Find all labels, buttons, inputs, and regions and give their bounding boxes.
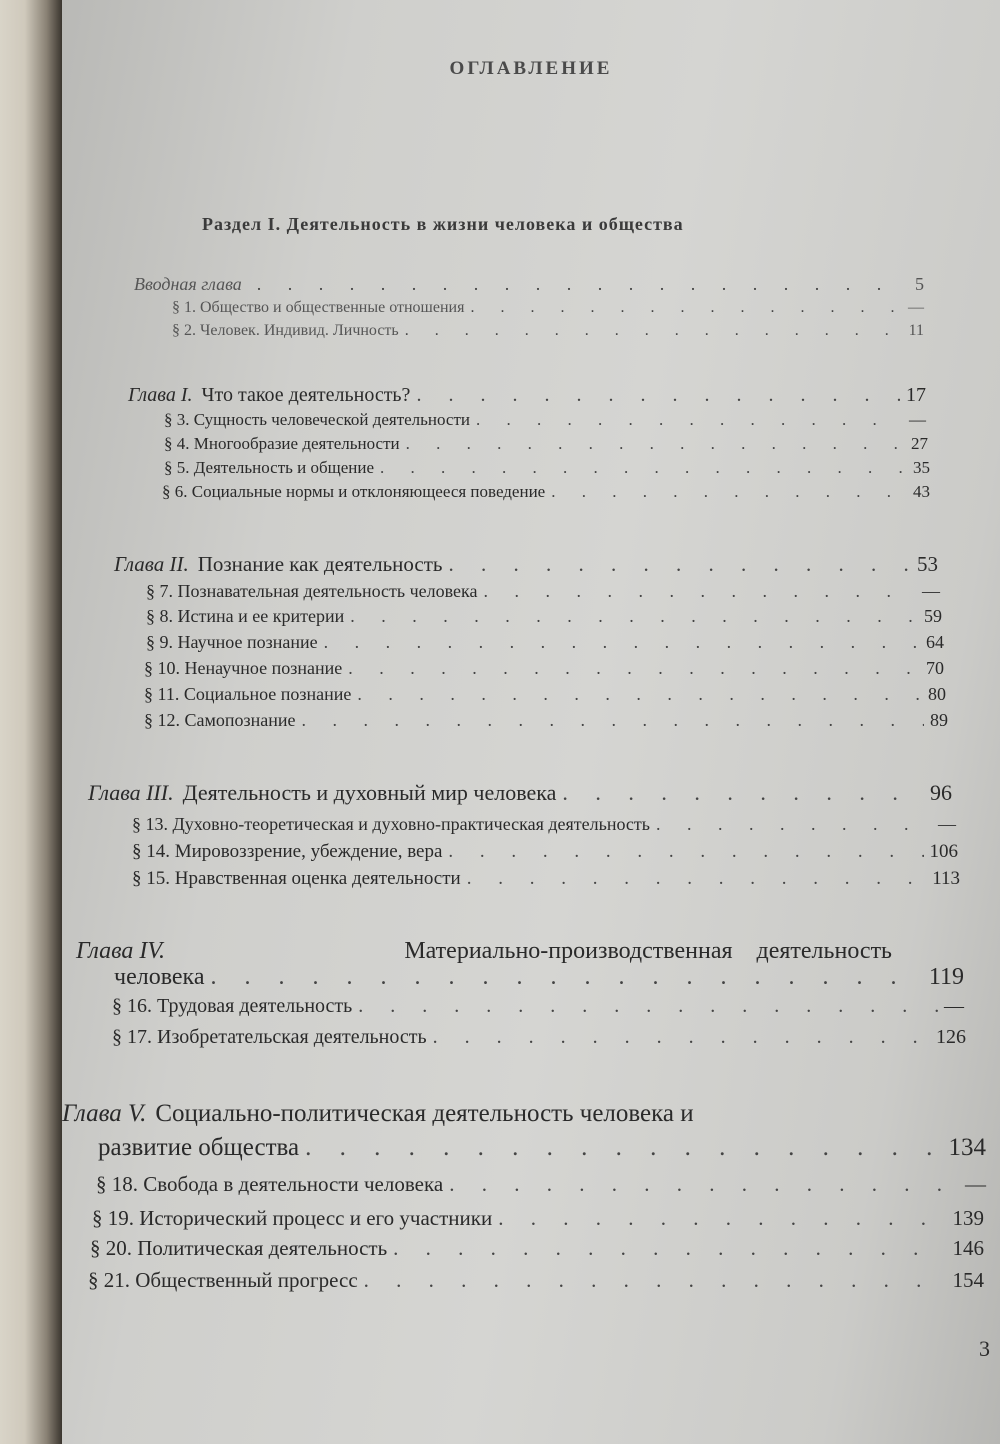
leader-dots xyxy=(656,814,932,835)
page-ref: — xyxy=(909,410,926,429)
toc-item xyxy=(132,814,956,835)
page-ref: 134 xyxy=(948,1134,986,1161)
leader-dots xyxy=(302,710,924,731)
page-ref: — xyxy=(922,581,940,601)
page-ref: 113 xyxy=(932,868,960,889)
item-text: § 11. Социальное познание xyxy=(144,684,352,704)
page-ref: — xyxy=(908,299,924,316)
toc-item xyxy=(112,995,964,1018)
toc-item xyxy=(88,1268,984,1293)
page-ref: 126 xyxy=(936,1026,966,1048)
page-ref: 27 xyxy=(911,434,928,453)
toc-item xyxy=(164,434,928,454)
item-text: § 13. Духовно-теоретическая и духовно-практическая деятельность xyxy=(132,814,650,834)
chapter-label: Глава IV. xyxy=(76,938,165,964)
leader-dots xyxy=(324,632,920,653)
page-ref: 119 xyxy=(928,964,964,990)
item-text: § 3. Сущность человеческой деятельности xyxy=(164,410,471,429)
leader-dots xyxy=(350,606,918,627)
leader-dots xyxy=(380,458,907,478)
leader-dots xyxy=(393,1236,946,1261)
chapter-title: Познание как деятельность xyxy=(197,552,443,576)
page-ref: — xyxy=(938,814,956,834)
leader-dots xyxy=(348,658,920,679)
toc-item xyxy=(132,841,958,863)
leader-dots xyxy=(358,995,938,1018)
page-ref: — xyxy=(965,1172,986,1196)
item-text: § 6. Социальные нормы и отклоняющееся поведение xyxy=(162,482,546,501)
item-text: § 17. Изобретательская деятельность xyxy=(112,1026,427,1048)
chapter-label: Глава V. xyxy=(62,1100,147,1127)
leader-dots xyxy=(448,552,911,577)
toc-chapter-4-line1 xyxy=(76,938,892,965)
toc-item xyxy=(146,632,944,653)
page-number: 3 xyxy=(979,1336,990,1361)
toc-chapter-2 xyxy=(114,552,938,577)
leader-dots xyxy=(498,1206,946,1231)
toc-item xyxy=(90,1236,984,1261)
toc-item xyxy=(144,710,948,731)
leader-dots xyxy=(467,868,926,890)
toc-chapter-3 xyxy=(88,780,952,806)
toc-item xyxy=(146,581,940,602)
chapter-title-cont: человека xyxy=(114,964,205,990)
page-ref: 139 xyxy=(952,1206,984,1230)
toc-chapter-intro xyxy=(134,274,924,295)
leader-dots xyxy=(551,482,907,502)
item-text: § 15. Нравственная оценка деятельности xyxy=(132,868,461,889)
toc-item xyxy=(112,1026,966,1049)
book-binding xyxy=(0,0,62,1444)
toc-item xyxy=(164,458,930,478)
chapter-label: Глава III. xyxy=(88,780,174,805)
leader-dots xyxy=(562,780,924,806)
item-text: § 7. Познавательная деятельность человека xyxy=(146,581,478,601)
item-text: § 9. Научное познание xyxy=(146,632,318,652)
page-ref: 80 xyxy=(928,684,946,704)
item-text: § 10. Ненаучное познание xyxy=(144,658,343,678)
item-text: § 21. Общественный прогресс xyxy=(88,1268,358,1292)
page-ref: 106 xyxy=(929,841,958,862)
page-title: ОГЛАВЛЕНИЕ xyxy=(449,58,613,79)
leader-dots xyxy=(448,841,923,863)
page-ref: 53 xyxy=(917,552,938,576)
chapter-label: Глава II. xyxy=(114,552,189,576)
toc-chapter-5-line2 xyxy=(98,1134,986,1162)
item-text: § 18. Свобода в деятельности человека xyxy=(96,1172,444,1196)
item-text: § 1. Общество и общественные отношения xyxy=(172,299,465,316)
toc-item xyxy=(146,606,942,627)
page-ref: 59 xyxy=(924,606,942,626)
toc-item xyxy=(92,1206,984,1231)
section-title: Раздел I. Деятельность в жизни человека и общества xyxy=(202,214,684,234)
chapter-title-cont: развитие общества xyxy=(98,1134,300,1161)
leader-dots xyxy=(257,274,909,295)
item-text: § 16. Трудовая деятельность xyxy=(112,995,353,1017)
chapter-title: Вводная глава xyxy=(134,274,242,294)
leader-dots xyxy=(449,1172,959,1197)
toc-item xyxy=(172,299,924,317)
toc-item xyxy=(132,868,960,890)
page-ref: 146 xyxy=(952,1236,984,1260)
page-ref: 17 xyxy=(906,384,926,406)
toc-item xyxy=(162,482,930,502)
leader-dots xyxy=(405,322,903,340)
page-ref: 89 xyxy=(930,710,948,730)
page-ref: 5 xyxy=(915,274,924,294)
item-text: § 5. Деятельность и общение xyxy=(164,458,375,477)
chapter-label: Глава I. xyxy=(128,384,193,406)
chapter-title: Социально-политическая деятельность человека и xyxy=(155,1100,694,1127)
item-text: § 8. Истина и ее критерии xyxy=(146,606,345,626)
item-text: § 2. Человек. Индивид. Личность xyxy=(172,322,399,339)
leader-dots xyxy=(305,1134,942,1162)
chapter-title: Что такое деятельность? xyxy=(201,384,411,406)
toc-chapter-1 xyxy=(128,384,926,407)
leader-dots xyxy=(416,384,900,407)
leader-dots xyxy=(211,964,923,991)
leader-dots xyxy=(476,410,903,430)
page-ref: 70 xyxy=(926,658,944,678)
item-text: § 19. Исторический процесс и его участники xyxy=(92,1206,493,1230)
page-ref: 35 xyxy=(913,458,930,477)
page-ref: 154 xyxy=(952,1268,984,1292)
page-ref: 96 xyxy=(930,780,952,805)
leader-dots xyxy=(357,684,922,705)
toc-item xyxy=(144,684,946,705)
toc-item xyxy=(144,658,944,679)
page-ref: — xyxy=(944,995,964,1017)
book-page xyxy=(62,0,1000,1444)
page-ref: 64 xyxy=(926,632,944,652)
item-text: § 14. Мировоззрение, убеждение, вера xyxy=(132,841,443,862)
toc-chapter-4-line2 xyxy=(114,964,964,991)
leader-dots xyxy=(364,1268,947,1293)
leader-dots xyxy=(483,581,916,602)
chapter-title: Деятельность и духовный мир человека xyxy=(182,780,557,805)
leader-dots xyxy=(470,299,902,317)
page-ref: 11 xyxy=(908,322,924,339)
toc-item xyxy=(164,410,926,430)
toc-item xyxy=(96,1172,986,1197)
leader-dots xyxy=(433,1026,930,1049)
chapter-title: Материально-производственная деятельность xyxy=(404,938,892,964)
page-ref: 43 xyxy=(913,482,930,501)
item-text: § 4. Многообразие деятельности xyxy=(164,434,400,453)
item-text: § 20. Политическая деятельность xyxy=(90,1236,388,1260)
toc-chapter-5-line1 xyxy=(62,1100,912,1128)
leader-dots xyxy=(406,434,905,454)
item-text: § 12. Самопознание xyxy=(144,710,296,730)
toc-item xyxy=(172,322,924,340)
